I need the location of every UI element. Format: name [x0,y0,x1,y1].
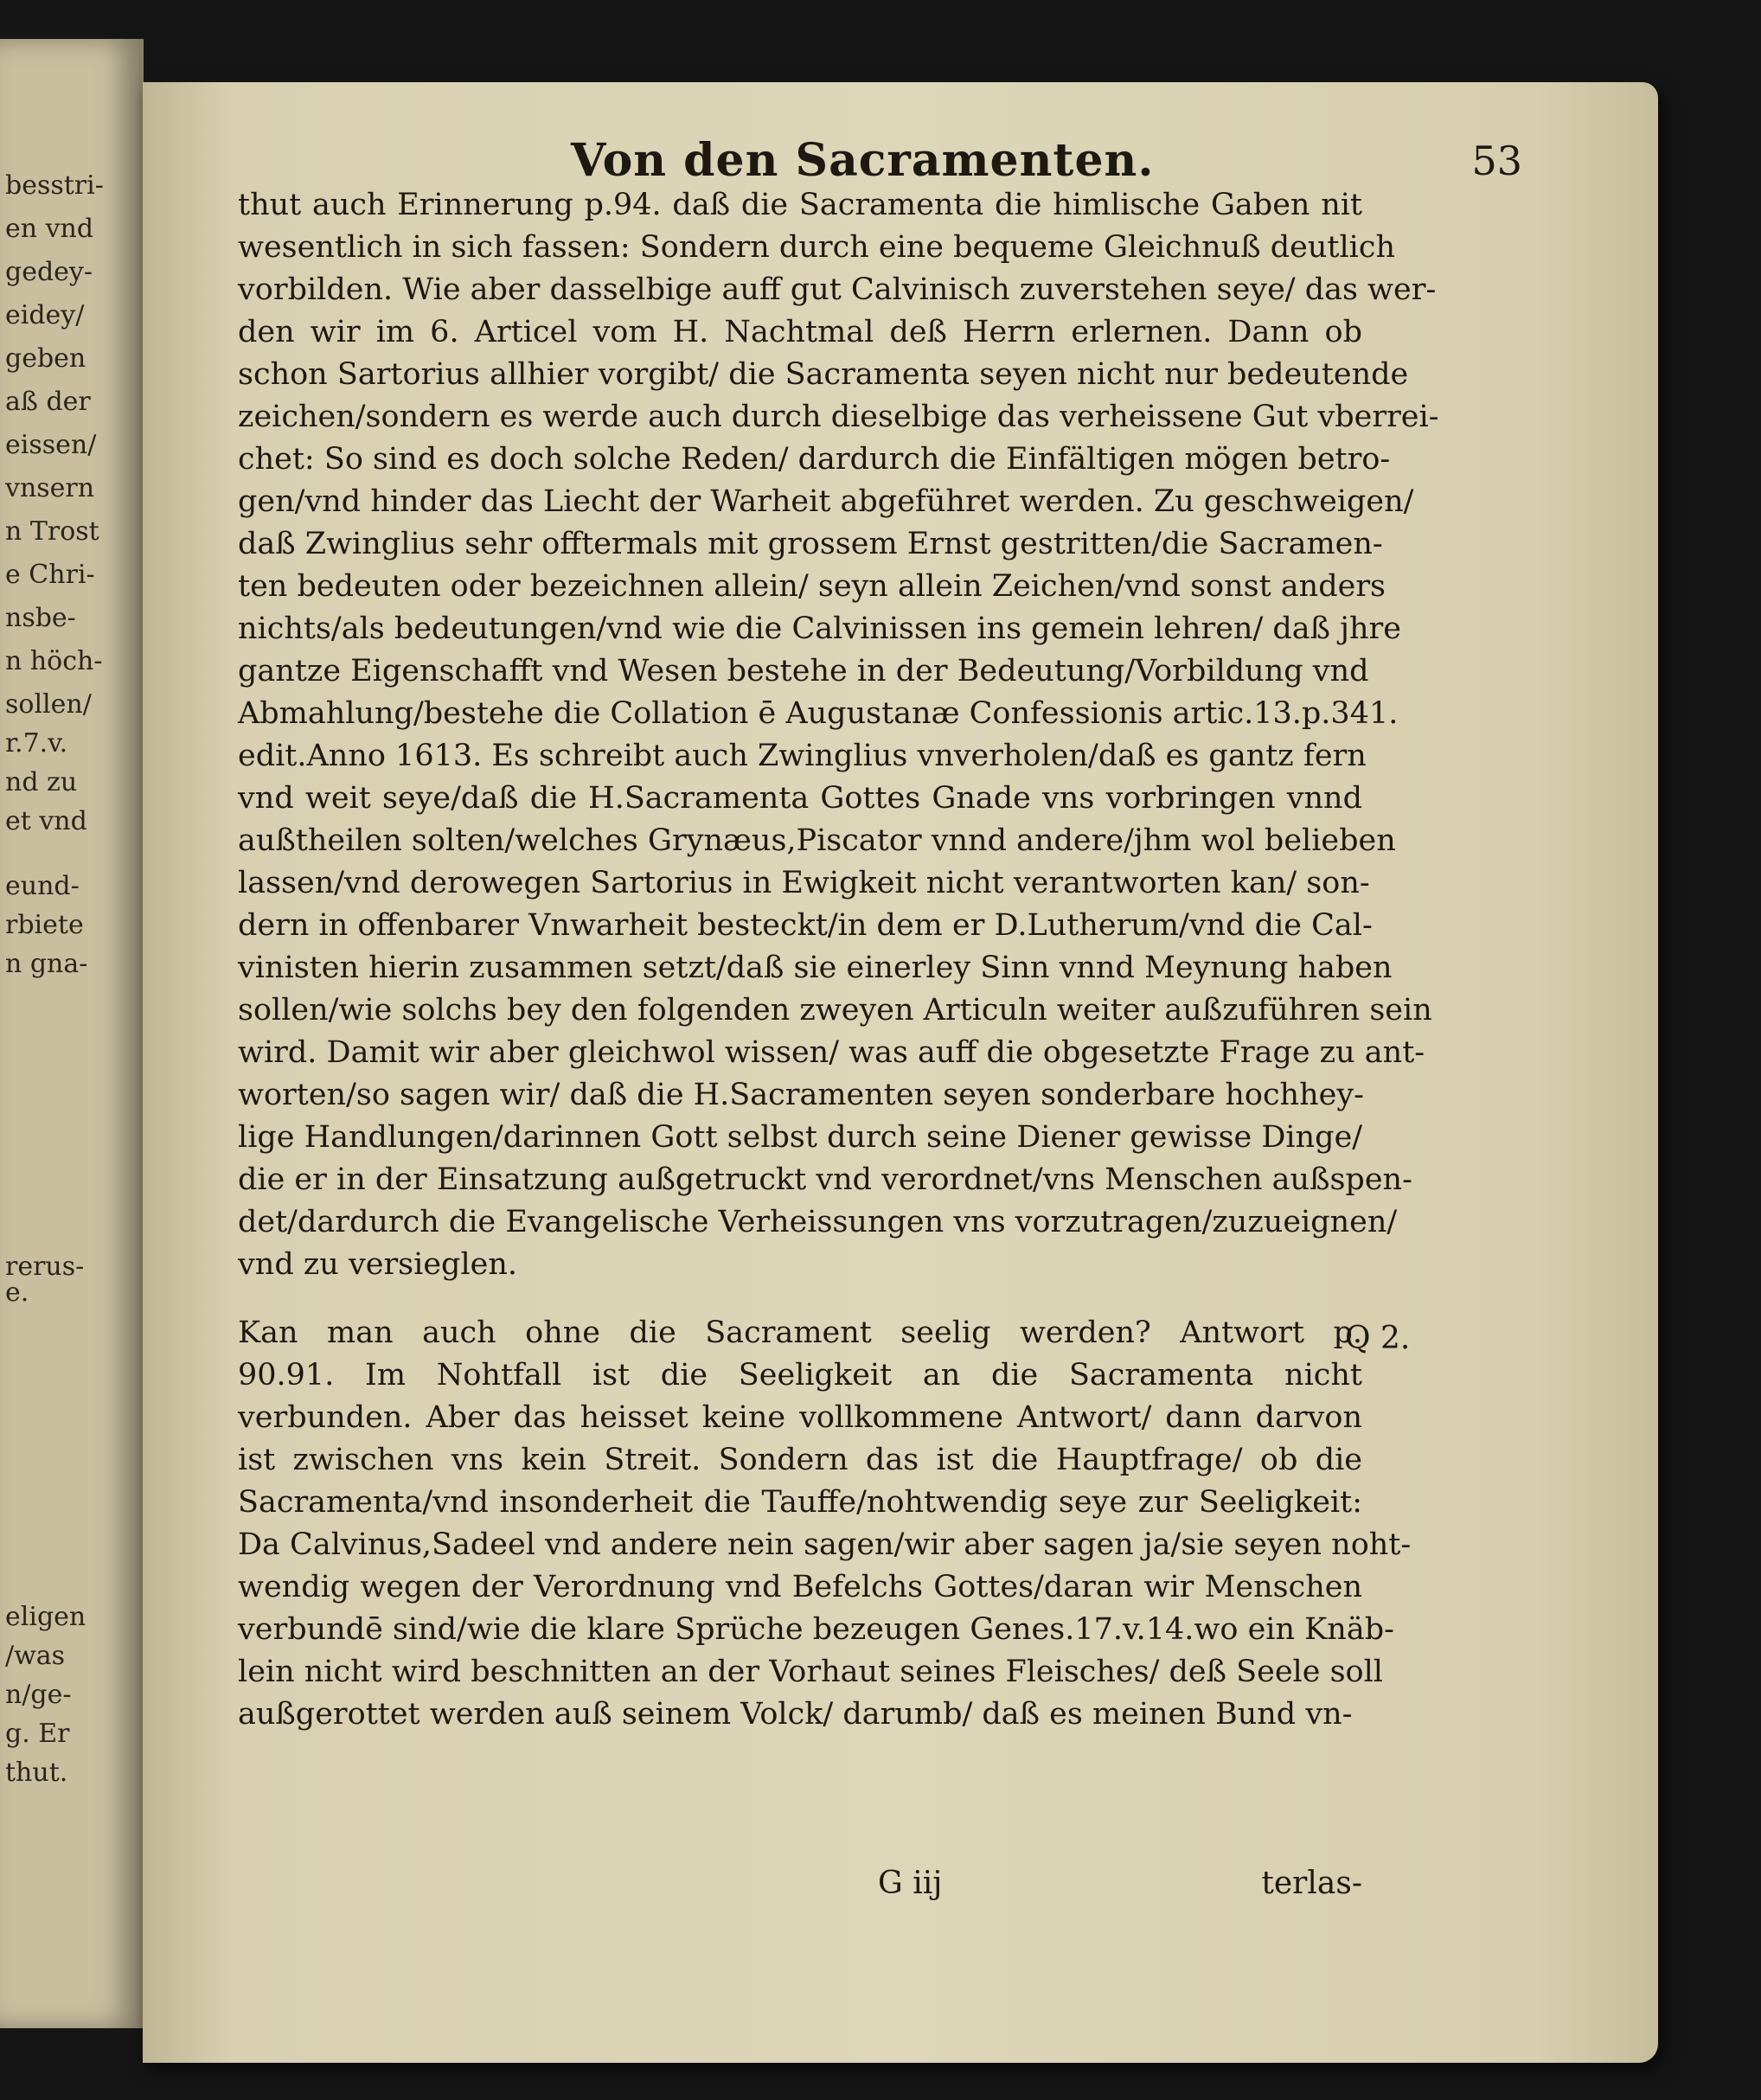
page-number: 53 [1471,138,1522,184]
left-page-fragment: nsbe- [5,603,76,633]
text-line: ten bedeuten oder bezeichnen allein/ seyn allein Zeichen/vnd sonst anders [238,569,1386,604]
text-line: ist zwischen vns kein Streit. Sondern das ist die Hauptfrage/ ob die [238,1443,1362,1477]
text-line: vnd zu versieglen. [238,1247,518,1282]
text-line: lein nicht wird beschnitten an der Vorhaut seines Fleisches/ deß Seele soll [238,1655,1384,1689]
text-line: Da Calvinus,Sadeel vnd andere nein sagen/wir aber sagen ja/sie seyen noht- [238,1527,1412,1562]
text-line: gen/vnd hinder das Liecht der Warheit abgeführet werden. Zu geschweigen/ [238,484,1414,519]
running-title: Von den Sacramenten. [571,134,1155,187]
text-line: den wir im 6. Articel vom H. Nachtmal deß Herrn erlernen. Dann ob [238,315,1362,349]
left-page-fragment: n höch- [5,646,103,676]
text-line: sollen/wie solchs bey den folgenden zweyen Articuln weiter außzuführen sein [238,993,1432,1028]
text-line: nichts/als bedeutungen/vnd wie die Calvinissen ins gemein lehren/ daß jhre [238,611,1402,646]
left-page-fragment: r.7.v. [5,728,68,759]
text-line: det/dardurch die Evangelische Verheissungen vns vorzutragen/zuzueignen/ [238,1205,1398,1239]
text-line: wird. Damit wir aber gleichwol wissen/ was auff die obgesetzte Frage zu ant- [238,1035,1425,1070]
text-line: wendig wegen der Verordnung vnd Befelchs Gottes/daran wir Menschen [238,1570,1362,1604]
left-page-fragment: rerus- [5,1252,85,1282]
left-page-fragment: eidey/ [5,300,85,330]
left-page-edge [0,39,144,2028]
text-line: außtheilen solten/welches Grynæus,Piscator vnnd andere/jhm wol belieben [238,823,1396,858]
left-page-fragment: et vnd [5,806,87,836]
paragraph-gap [238,1286,1362,1312]
text-line: edit.Anno 1613. Es schreibt auch Zwinglius vnverholen/daß es gantz fern [238,739,1367,773]
text-line: worten/so sagen wir/ daß die H.Sacramenten seyen sonderbare hochhey- [238,1078,1364,1112]
text-line: Sacramenta/vnd insonderheit die Tauffe/nohtwendig seye zur Seeligkeit: [238,1485,1362,1520]
text-line: vinisten hierin zusammen setzt/daß sie einerley Sinn vnnd Meynung haben [238,951,1393,985]
page-footer [238,1866,1362,1909]
text-line: wesentlich in sich fassen: Sondern durch eine bequeme Gleichnuß deutlich [238,230,1395,265]
left-page-fragment: eligen [5,1602,86,1632]
text-line: dern in offenbarer Vnwarheit besteckt/in dem er D.Lutherum/vnd die Cal- [238,908,1373,943]
text-line: verbunden. Aber das heisset keine vollkommene Antwort/ dann darvon [238,1400,1362,1435]
text-line: gantze Eigenschafft vnd Wesen bestehe in der Bedeutung/Vorbildung vnd [238,654,1369,688]
left-page-fragment: eund- [5,871,80,901]
text-line: zeichen/sondern es werde auch durch dieselbige das verheissene Gut vberrei- [238,400,1439,434]
text-line: lassen/vnd derowegen Sartorius in Ewigkeit nicht verantworten kan/ son- [238,866,1370,900]
text-line: Abmahlung/bestehe die Collation ē Augustanæ Confessionis artic.13.p.341. [238,696,1399,731]
left-page-fragment: besstri- [5,170,104,201]
signature-mark: G iij [878,1866,943,1901]
text-line: schon Sartorius allhier vorgibt/ die Sacramenta seyen nicht nur bedeutende [238,357,1409,392]
left-page-fragment: e. [5,1277,29,1308]
book-page [143,82,1658,2063]
left-page-fragment: n gna- [5,949,88,979]
left-page-fragment: rbiete [5,910,84,940]
left-page-fragment: thut. [5,1757,68,1788]
left-page-fragment: vnsern [5,473,95,503]
page-header [571,134,1522,186]
text-line: verbundē sind/wie die klare Sprüche bezeugen Genes.17.v.14.wo ein Knäb- [238,1612,1394,1647]
left-page-fragment: aß der [5,387,91,417]
text-line: die er in der Einsatzung außgetruckt vnd verordnet/vns Menschen außspen- [238,1162,1412,1197]
text-line: vnd weit seye/daß die H.Sacramenta Gottes Gnade vns vorbringen vnnd [238,781,1362,816]
left-page-fragment: e Chri- [5,560,95,590]
left-page-fragment: n Trost [5,516,99,547]
text-line: vorbilden. Wie aber dasselbige auff gut Calvinisch zuverstehen seye/ das wer- [238,272,1437,307]
left-page-fragment: eissen/ [5,430,97,460]
left-page-fragment: nd zu [5,767,78,797]
paragraph-1 [238,184,1439,1286]
left-page-fragment: sollen/ [5,689,92,720]
left-page-fragment: geben [5,343,86,374]
text-line: thut auch Erinnerung p.94. daß die Sacramenta die himlische Gaben nit [238,188,1362,222]
left-page-fragment: gedey- [5,257,93,287]
left-page-fragment: /was [5,1641,66,1671]
text-line: chet: So sind es doch solche Reden/ dardurch die Einfältigen mögen betro- [238,442,1391,477]
text-line: Kan man auch ohne die Sacrament seelig werden? Antwort p. [238,1316,1362,1350]
catchword: terlas- [1261,1866,1362,1901]
left-page-fragment: n/ge- [5,1680,72,1710]
text-line: daß Zwinglius sehr offtermals mit grossem Ernst gestritten/die Sacramen- [238,527,1383,561]
marginal-note: Q 2. [1345,1321,1411,1356]
text-line: außgerottet werden auß seinem Volck/ darumb/ daß es meinen Bund vn- [238,1697,1353,1732]
text-line: 90.91. Im Nohtfall ist die Seeligkeit an die Sacramenta nicht [238,1358,1362,1393]
text-line: lige Handlungen/darinnen Gott selbst durch seine Diener gewisse Dinge/ [238,1120,1363,1155]
left-page-fragment: g. Er [5,1719,70,1749]
left-page-fragment: en vnd [5,214,94,244]
